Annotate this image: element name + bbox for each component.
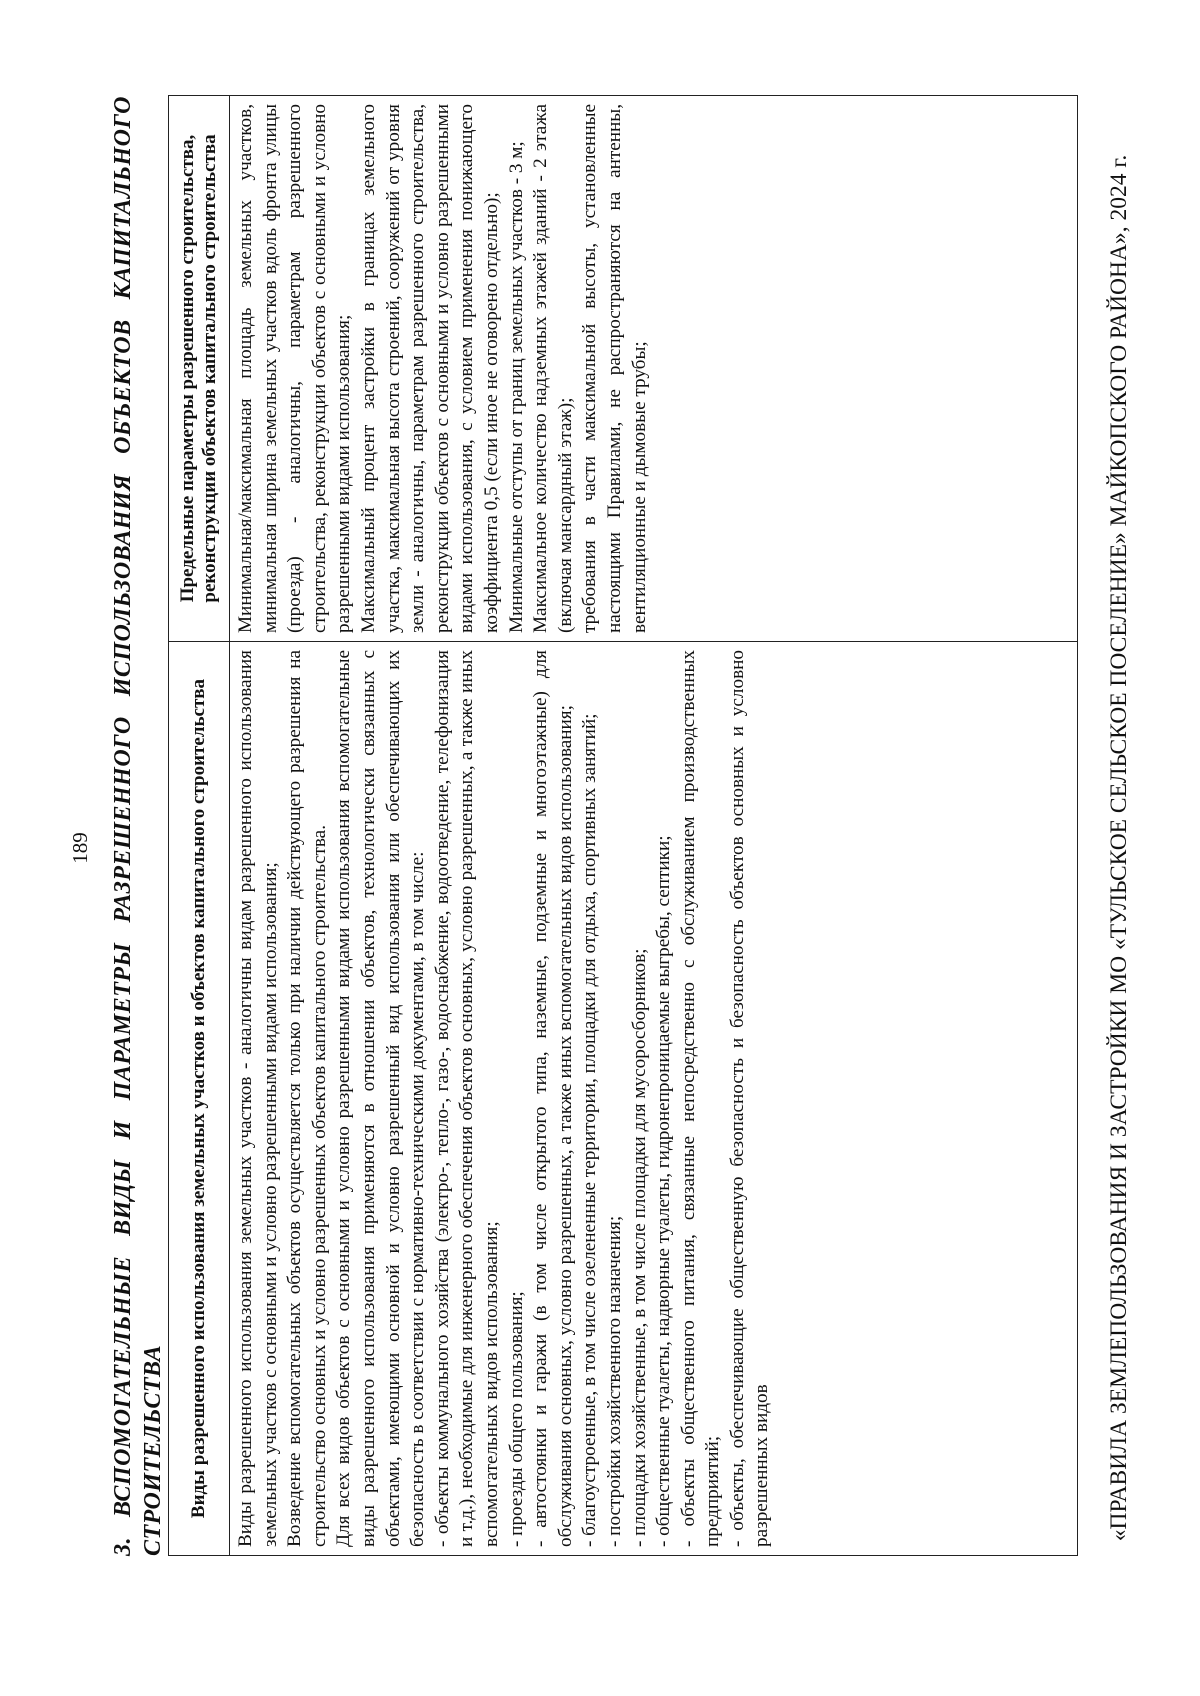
document-footer: «ПРАВИЛА ЗЕМЛЕПОЛЬЗОВАНИЯ И ЗАСТРОЙКИ МО «ТУЛЬСКОЕ СЕЛЬСКОЕ ПОСЕЛЕНИЕ» МАЙКОПСКОГО РАЙОНА», 2024 г. — [1106, 154, 1132, 1542]
usage-paragraph: Для всех видов объектов с основными и условно разрешенными видами использования вспомогательные виды разрешенного использования применяются в отношении объектов, технологически связанных с объектами, имеющими основной и условно разрешенный вид использования или обеспечивающих их безопасность в соответствии с нормативно-техническими документами, в том числе: — [333, 650, 429, 1547]
parameter-paragraph: Минимальная/максимальная площадь земельных участков, минимальная ширина земельных участков вдоль фронта улицы (проезда) - аналогичны, параметрам разрешенного строительства, реконструкции объектов с основными и условно разрешенными видами использования; — [235, 104, 355, 633]
usage-list-item: - проезды общего пользования; — [505, 1291, 527, 1547]
usage-list-item: - благоустроенные, в том числе озелененные территории, площадки для отдыха, спортивных занятий; — [579, 713, 601, 1547]
usage-paragraph: Виды разрешенного использования земельных участков - аналогичны видам разрешенного использования земельных участков с основными и условно разрешенными видами использования; — [235, 650, 281, 1547]
usage-list-item: - постройки хозяйственного назначения; — [603, 1215, 625, 1547]
usage-list-item: - объекты коммунального хозяйства (электро-, тепло-, газо-, водоснабжение, водоотведение, телефонизация и т.д.), необходимые для инженерного обеспечения объектов основных, условно разрешенных, а также иных вспомогательных видов использования; — [431, 650, 502, 1547]
parameter-paragraph: требования в части максимальной высоты, установленные настоящими Правилами, не распространяются на антенны, вентиляционные и дымовые трубы; — [579, 104, 650, 633]
usage-paragraph: Возведение вспомогательных объектов осуществляется только при наличии действующего разрешения на строительство основных и условно разрешенных объектов капитального строительства. — [284, 650, 330, 1547]
section-title — [108, 96, 168, 1556]
parameters-cell — [230, 96, 1078, 642]
parameter-paragraph: Максимальное количество надземных этажей зданий - 2 этажа (включая мансардный этаж); — [530, 104, 576, 633]
rules-table — [168, 95, 1078, 1556]
usage-list-item: - общественные туалеты, надворные туалеты, гидронепроницаемые выгребы, септики; — [653, 835, 675, 1547]
usage-list-item: - объекты, обеспечивающие общественную безопасность и безопасность объектов основных и условно разрешенных видов — [726, 650, 773, 1547]
usage-list-item: - объекты общественного питания, связанные непосредственно с обслуживанием производственных предприятий; — [677, 650, 724, 1547]
table-header-row — [169, 96, 230, 1556]
usage-list-item: - площадки хозяйственные, в том числе площадки для мусоросборников; — [628, 948, 650, 1547]
table-row — [230, 96, 1078, 1556]
section-title-line1: 3. ВСПОМОГАТЕЛЬНЫЕ ВИДЫ И ПАРАМЕТРЫ РАЗРЕШЕННОГО ИСПОЛЬЗОВАНИЯ ОБЪЕКТОВ КАПИТАЛЬНОГО — [110, 96, 136, 1556]
header-parameters: Предельные параметры разрешенного строительства, реконструкции объектов капитального строительства — [169, 96, 230, 642]
usage-types-cell — [230, 642, 1078, 1556]
usage-list-item: - автостоянки и гаражи (в том числе открытого типа, наземные, подземные и многоэтажные) для обслуживания основных, условно разрешенных, а также иных вспомогательных видов использования; — [530, 650, 576, 1547]
page-number: 189 — [68, 832, 92, 864]
parameter-paragraph: Максимальный процент застройки в границах земельного участка, максимальная высота строений, сооружений от уровня земли - аналогичны, параметрам разрешенного строительства, реконструкции объектов с основными и условно разрешенными видами использования, с условием применения понижающего коэффициента 0,5 (если иное не оговорено отдельно); — [357, 104, 502, 633]
section-title-line2: СТРОИТЕЛЬСТВА — [140, 1344, 166, 1556]
header-usage-types: Виды разрешенного использования земельных участков и объектов капитального строительства — [169, 642, 230, 1556]
parameter-paragraph: Минимальные отступы от границ земельных участков - 3 м; — [505, 141, 527, 633]
